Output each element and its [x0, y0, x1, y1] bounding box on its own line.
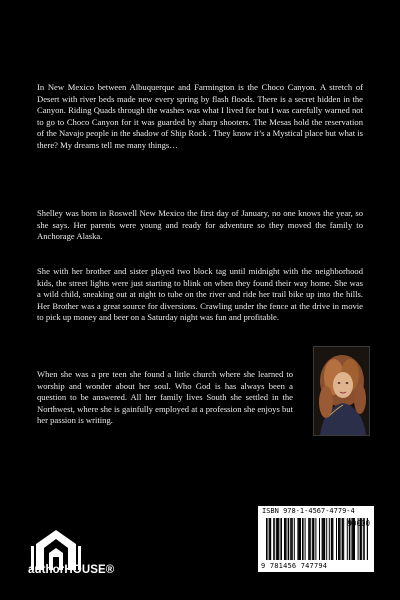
barcode-bar [326, 518, 327, 560]
barcode-bar [298, 518, 300, 560]
barcode-bar [312, 518, 313, 560]
barcode-bar [288, 518, 290, 560]
barcode-bar [290, 518, 291, 560]
barcode-bar [309, 518, 311, 560]
author-photo [313, 346, 370, 436]
isbn-text: ISBN 978-1-4567-4779-4 [262, 507, 355, 515]
barcode-bar [278, 518, 279, 560]
barcode-bar [313, 518, 315, 560]
synopsis-paragraph: In New Mexico between Albuquerque and Farmington is the Choco Canyon. A stretch of Desert with river beds made new every spring by flash floods. There is a secret hidden in the Canyon. Riding Quads through the washes was what I lived for but I was carefully warned not to go to Choco Canyon for it was guarded by sharp shooters. The Mesas hold the reservation of the Navajo people in the shadow of Ship Rock . They know it’s a Mystical place but what is there? My dreams tell me many things… [37, 82, 363, 150]
barcode-bar [331, 518, 333, 560]
bio-paragraph-birth: Shelley was born in Roswell New Mexico the first day of January, no one knows the year, so she says. Her parents were young and ready for adventure so they moved the family to Anchorage Alaska. [37, 208, 363, 242]
barcode-bar [329, 518, 330, 560]
barcode-bar [336, 518, 337, 560]
barcode-bar [305, 518, 306, 560]
ean-digits: 9 781456 747794 [261, 562, 328, 570]
barcode-bar [273, 518, 275, 560]
barcode-bar [343, 518, 344, 560]
barcode-bar [269, 518, 270, 560]
barcode-bar [315, 518, 316, 560]
barcode-bar [270, 518, 272, 560]
barcode-bar [277, 518, 279, 560]
barcode-bar [297, 518, 298, 560]
barcode-bar [319, 518, 320, 560]
barcode-bar [266, 518, 268, 560]
barcode-bar [340, 518, 341, 560]
barcode-bar [280, 518, 282, 560]
barcode-bar [338, 518, 340, 560]
barcode-bar [302, 518, 304, 560]
barcode-bar [308, 518, 309, 560]
bio-paragraph-faith: When she was a pre teen she found a little church where she learned to worship and wonder about her soul. Who God is has always been a question to be answered. All her family lives South she settled in the Northwest, where she is gainfully employed at a profession she enjoys but her passion is writing. [37, 369, 293, 426]
barcode-bar [332, 518, 333, 560]
barcode-bar [324, 518, 326, 560]
barcode-bar [276, 518, 277, 560]
barcode-bar [300, 518, 301, 560]
bio-paragraph-childhood: She with her brother and sister played two block tag until midnight with the neighborhood kids, the street lights were just starting to blink on when they found their way home. She was a wild child, sneaking out at night to tube on the river and ride her trail bike up into the hills. Her Brother was a great source for diversions. Crawling under the fence at the drive in movie to pick up money and beer on a Saturday night was fun and profitable. [37, 266, 363, 323]
barcode-bar [323, 518, 324, 560]
author-portrait-icon [314, 347, 369, 435]
barcode-bar [284, 518, 286, 560]
barcode-bar [322, 518, 323, 560]
price-code: 90000 [347, 519, 370, 528]
publisher-name: authorHOUSE® [28, 564, 115, 576]
barcode-bar [342, 518, 344, 560]
barcode-bar [294, 518, 295, 560]
isbn-barcode [258, 506, 374, 572]
barcode-bar [291, 518, 293, 560]
barcode-bar [286, 518, 287, 560]
